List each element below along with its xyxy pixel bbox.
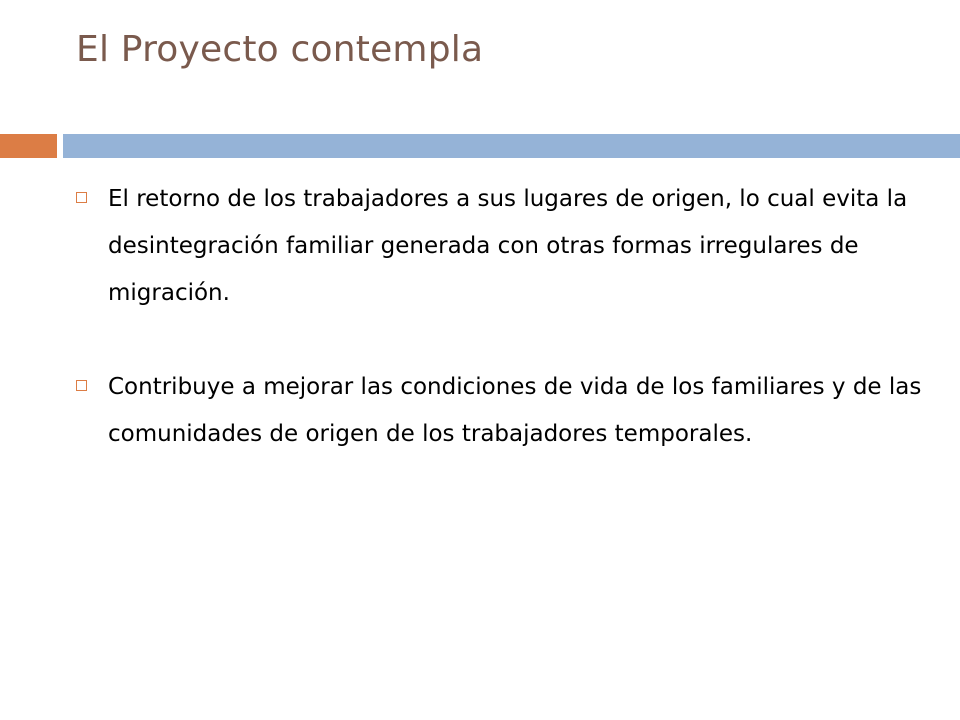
hollow-square-bullet-icon bbox=[76, 380, 87, 391]
accent-bar-blue bbox=[63, 134, 960, 158]
bullet-text: Contribuye a mejorar las condiciones de vida de los familiares y de las comunidades de origen de los trabajadores temporales. bbox=[108, 374, 922, 447]
bullet-item-living-conditions bbox=[76, 364, 936, 458]
bullet-list bbox=[76, 176, 936, 458]
hollow-square-bullet-icon bbox=[76, 192, 87, 203]
bullet-text: El retorno de los trabajadores a sus lugares de origen, lo cual evita la desintegración familiar generada con otras formas irregulares de migración. bbox=[108, 186, 908, 306]
accent-bar-orange bbox=[0, 134, 57, 158]
bullet-item-return bbox=[76, 176, 936, 317]
slide-title: El Proyecto contempla bbox=[76, 29, 484, 70]
